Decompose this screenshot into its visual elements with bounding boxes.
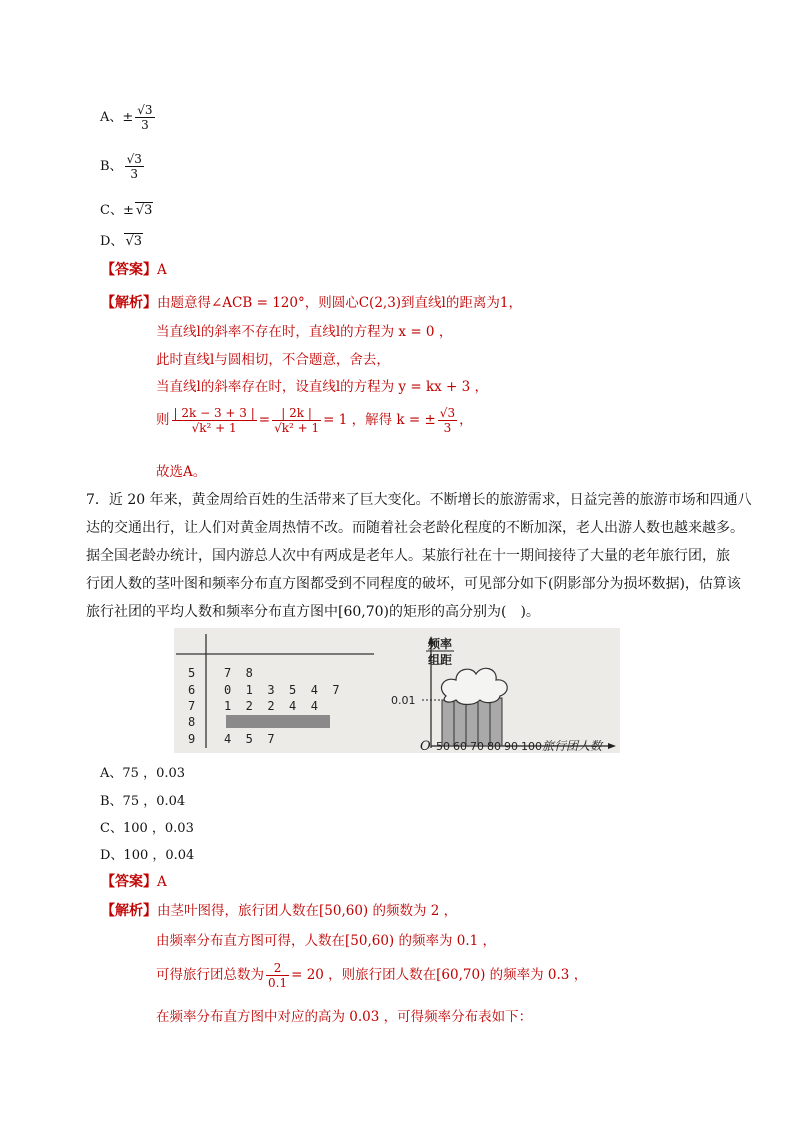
q6-analysis-line5: [156, 406, 473, 435]
x-tick-70: 70: [470, 740, 484, 753]
stem-6: 6: [188, 683, 196, 697]
leaves-9: 4 5 7: [224, 732, 275, 746]
bar-90-100: [490, 698, 502, 746]
x-tick-50: 50: [436, 740, 450, 753]
q7-figure-svg: [174, 628, 620, 753]
analysis-tag: 【解析】: [101, 903, 157, 919]
q6-option-d: [100, 230, 143, 249]
y-label-top: 频率: [428, 637, 453, 651]
radical: √3: [135, 203, 153, 218]
stem-7: 7: [188, 699, 196, 713]
option-label: C、±: [100, 203, 134, 218]
bar-70-80: [466, 698, 478, 746]
leaves-5: 7 8: [224, 666, 253, 680]
q7-answer: [101, 871, 167, 891]
x-tick-100: 100: [521, 740, 542, 753]
text: 可得旅行团总数为: [156, 967, 264, 983]
frac-num: √3: [439, 406, 456, 420]
answer-tag: 【答案】: [101, 262, 157, 278]
y-tick-001: 0.01: [391, 694, 416, 707]
text: = 20 ，则旅行团人数在[60,70) 的频率为 0.3 ，: [291, 967, 588, 983]
frac-num: √3: [137, 103, 153, 117]
q7-analysis-line3: [156, 961, 587, 990]
q7-text-line3: 据全国老龄办统计，国内游总人次中有两成是老年人。某旅行社在十一期间接待了大量的老年旅行团，旅: [86, 548, 730, 564]
q7-option-d: D、100 ，0.04: [100, 848, 195, 863]
analysis-text: 由题意得∠ACB = 120°，则圆心C(2,3)到直线l的距离为1，: [157, 295, 522, 311]
q6-option-b: [100, 152, 146, 181]
frac-num: 2: [266, 961, 289, 976]
text: =: [258, 412, 271, 428]
histogram: [391, 636, 616, 753]
frac-den: 0.1: [268, 976, 288, 990]
x-axis-label: 旅行团人数: [542, 739, 603, 753]
stem-5: 5: [188, 666, 196, 680]
q7-option-c: C、100 ，0.03: [100, 821, 194, 836]
text: 则: [156, 412, 170, 428]
option-label: A、±: [100, 110, 134, 125]
q6-option-a: [100, 103, 157, 132]
frac-den: 3: [130, 167, 139, 181]
text: = 1 ，解得 k = ±: [323, 412, 436, 428]
answer-value: A: [157, 874, 167, 890]
q7-option-b: B、75 ，0.04: [100, 794, 186, 809]
stem-8: 8: [188, 715, 196, 729]
y-label-bottom: 组距: [428, 653, 453, 667]
q6-answer: [101, 259, 167, 279]
x-tick-80: 80: [487, 740, 501, 753]
q6-option-c: [100, 199, 153, 218]
answer-tag: 【答案】: [101, 874, 157, 890]
q6-analysis-line6: 故选A。: [156, 464, 207, 480]
frac-den: √k² + 1: [191, 421, 237, 435]
frac-num: √3: [126, 152, 142, 166]
option-label: B、: [100, 159, 123, 174]
option-label: D、: [100, 234, 124, 249]
q6-analysis-line4: 当直线l的斜率存在时，设直线l的方程为 y = kx + 3 ，: [156, 379, 489, 395]
q7-analysis-line1: [101, 899, 457, 920]
analysis-tag: 【解析】: [101, 295, 157, 311]
text: ，: [459, 412, 473, 428]
x-axis-arrow: [608, 743, 616, 749]
q6-analysis-line2: 当直线l的斜率不存在时，直线l的方程为 x = 0 ，: [156, 324, 453, 340]
analysis-text: 由茎叶图得，旅行团人数在[50,60) 的频数为 2 ，: [157, 903, 458, 919]
q7-analysis-line4: 在频率分布直方图中对应的高为 0.03 ，可得频率分布表如下：: [156, 1009, 533, 1025]
damage-cloud: [441, 668, 507, 704]
q6-analysis-line3: 此时直线l与圆相切，不合题意，舍去，: [156, 352, 390, 368]
q7-text-line2: 达的交通出行，让人们对黄金周热情不改。而随着社会老龄化程度的不断加深，老人出游人数也越来越多。: [86, 520, 744, 536]
frac-num: | 2k |: [272, 406, 321, 421]
radical: √3: [125, 234, 142, 249]
x-tick-60: 60: [453, 740, 467, 753]
q7-option-a: A、75 ，0.03: [100, 766, 186, 781]
answer-value: A: [157, 262, 167, 278]
frac-den: √k² + 1: [274, 421, 320, 435]
frac-den: 3: [443, 421, 452, 435]
x-tick-90: 90: [504, 740, 518, 753]
damaged-leaves-shade: [226, 715, 330, 728]
frac-num: | 2k − 3 + 3 |: [173, 406, 255, 420]
q7-analysis-line2: 由频率分布直方图可得，人数在[50,60) 的频率为 0.1 ，: [156, 933, 497, 949]
q7-text-line4: 行团人数的茎叶图和频率分布直方图都受到不同程度的破坏，可见部分如下(阴影部分为损坏数据)，估算该: [86, 576, 741, 592]
frac-den: 3: [141, 118, 149, 132]
stem-9: 9: [188, 732, 196, 746]
q7-figure: [174, 628, 620, 753]
leaves-7: 1 2 2 4 4: [224, 699, 318, 713]
leaves-6: 0 1 3 5 4 7: [224, 683, 340, 697]
q6-analysis-line1: [101, 291, 522, 312]
q7-text-line5: 旅行社团的平均人数和频率分布直方图中[60,70)的矩形的高分别为( )。: [86, 604, 540, 620]
origin-label: O: [420, 739, 431, 753]
q7-text-line1: 7．近 20 年来，黄金周给百姓的生活带来了巨大变化。不断增长的旅游需求，日益完善的旅游市场和四通八: [86, 492, 752, 508]
